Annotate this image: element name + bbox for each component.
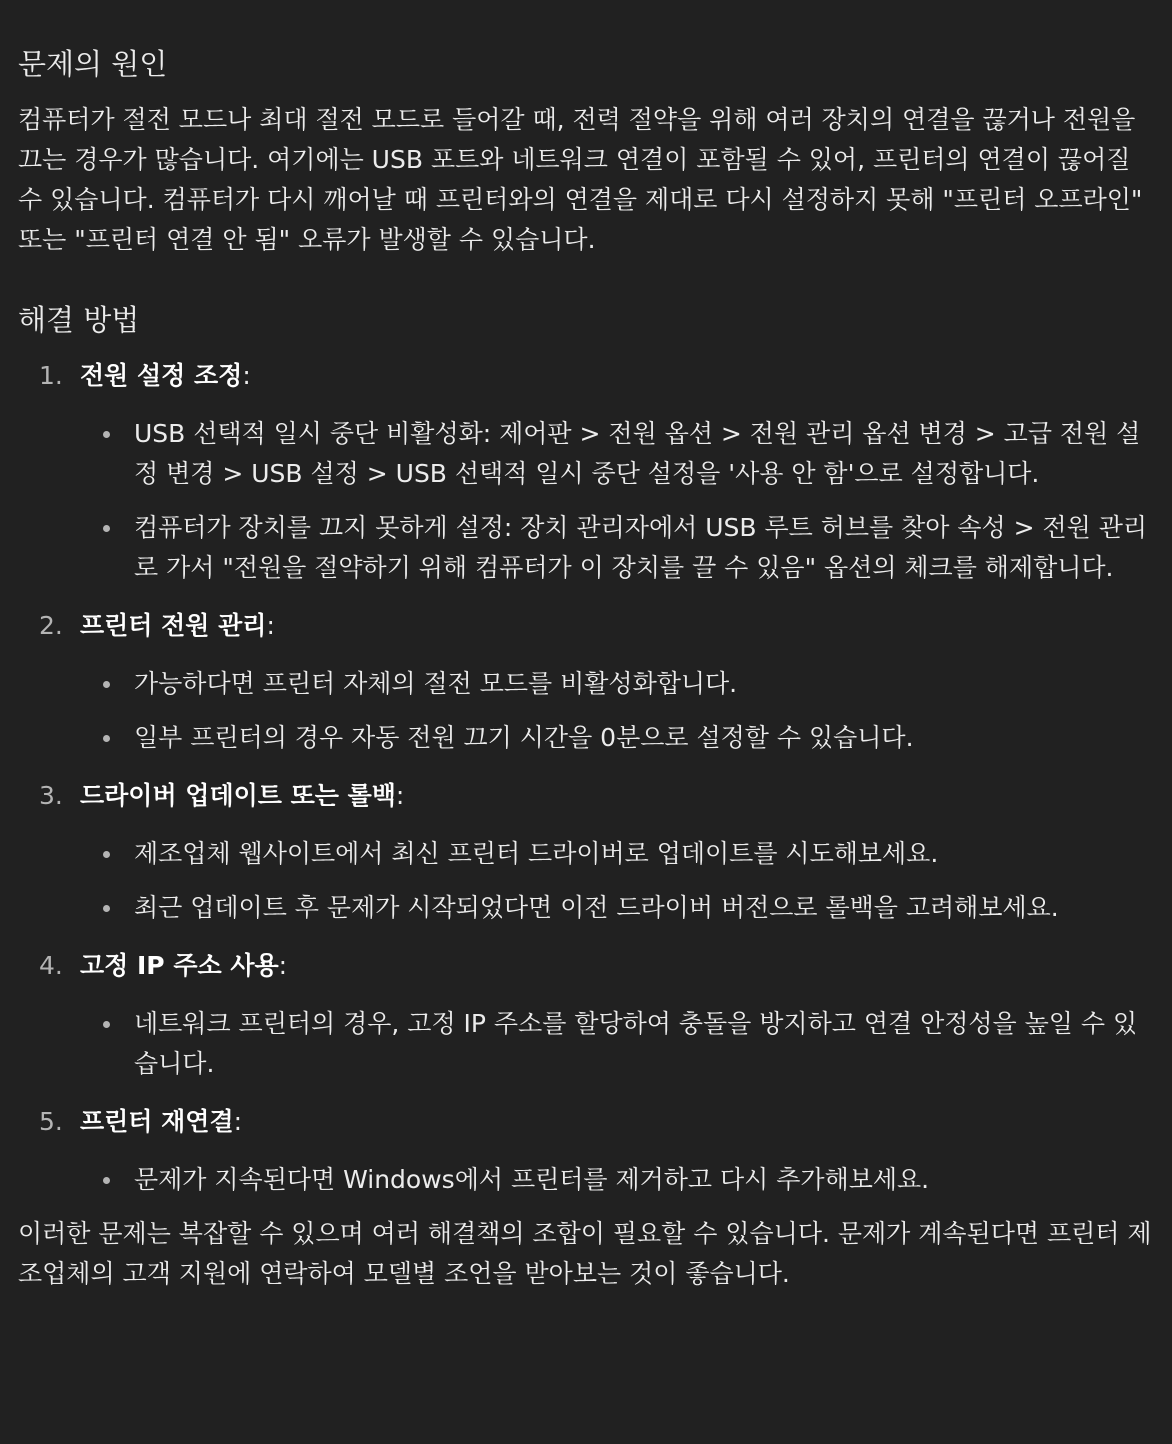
- step-item: [18, 1102, 1154, 1200]
- bullet-dot-icon: [103, 1021, 110, 1028]
- bullet-dot-icon: [103, 1177, 110, 1184]
- list-item: [80, 664, 1154, 704]
- bullet-text: 컴퓨터가 장치를 끄지 못하게 설정: 장치 관리자에서 USB 루트 허브를 찾아 속성 > 전원 관리로 가서 "전원을 절약하기 위해 컴퓨터가 이 장치를 끌 수 있음" 옵션의 체크를 해제합니다.: [134, 513, 1148, 582]
- step-title-colon: :: [278, 951, 288, 980]
- step-item: [18, 356, 1154, 588]
- list-item: [80, 1160, 1154, 1200]
- step-title: 프린터 재연결: [80, 1107, 234, 1136]
- bullet-dot-icon: [103, 735, 110, 742]
- bullet-text: 제조업체 웹사이트에서 최신 프린터 드라이버로 업데이트를 시도해보세요.: [134, 839, 939, 868]
- step-number: 5.: [39, 1107, 63, 1136]
- cause-heading: 문제의 원인: [18, 47, 168, 81]
- step-title-colon: :: [266, 611, 275, 640]
- bullet-dot-icon: [103, 905, 110, 912]
- bullet-text: 일부 프린터의 경우 자동 전원 끄기 시간을 0분으로 설정할 수 있습니다.: [134, 723, 914, 752]
- bullet-text: USB 선택적 일시 중단 비활성화: 제어판 > 전원 옵션 > 전원 관리 옵션 변경 > 고급 전원 설정 변경 > USB 설정 > USB 선택적 일시 중단 설정을 '사용 안 함'으로 설정합니다.: [134, 419, 1141, 488]
- step-item: [18, 606, 1154, 758]
- step-title-colon: :: [395, 781, 405, 810]
- step-number: 1.: [39, 361, 63, 390]
- bullet-dot-icon: [103, 525, 110, 532]
- step-number: 2.: [39, 611, 63, 640]
- solution-steps-list: [18, 356, 1154, 1200]
- list-item: [80, 888, 1154, 928]
- bullet-dot-icon: [103, 851, 110, 858]
- bullet-text: 가능하다면 프린터 자체의 절전 모드를 비활성화합니다.: [134, 669, 738, 698]
- bullet-dot-icon: [103, 431, 110, 438]
- step-item: [18, 776, 1154, 928]
- list-item: [80, 834, 1154, 874]
- cause-paragraph: 컴퓨터가 절전 모드나 최대 절전 모드로 들어갈 때, 전력 절약을 위해 여러 장치의 연결을 끊거나 전원을 끄는 경우가 많습니다. 여기에는 USB 포트와 네트워크 연결이 포함될 수 있어, 프린터의 연결이 끊어질 수 있습니다. 컴퓨터가 다시 깨어날 때 프린터와의 연결을 제대로 다시 설정하지 못해 "프린터 오프라인" 또는 "프린터 연결 안 됨" 오류가 발생할 수 있습니다.: [18, 105, 1143, 254]
- list-item: [80, 718, 1154, 758]
- solution-heading: 해결 방법: [18, 303, 140, 337]
- step-item: [18, 946, 1154, 1084]
- step-title: 프린터 전원 관리: [80, 611, 267, 640]
- step-title: 고정 IP 주소 사용: [80, 951, 279, 980]
- bullet-text: 최근 업데이트 후 문제가 시작되었다면 이전 드라이버 버전으로 롤백을 고려해보세요.: [134, 893, 1059, 922]
- closing-paragraph: 이러한 문제는 복잡할 수 있으며 여러 해결책의 조합이 필요할 수 있습니다. 문제가 계속된다면 프린터 제조업체의 고객 지원에 연락하여 모델별 조언을 받아보는 것이 좋습니다.: [18, 1219, 1152, 1288]
- step-title: 전원 설정 조정: [80, 361, 243, 390]
- list-item: [80, 414, 1154, 494]
- step-title: 드라이버 업데이트 또는 롤백: [80, 781, 396, 810]
- list-item: [80, 1004, 1154, 1084]
- step-number: 4.: [39, 951, 63, 980]
- bullet-text: 문제가 지속된다면 Windows에서 프린터를 제거하고 다시 추가해보세요.: [134, 1165, 930, 1194]
- bullet-dot-icon: [103, 681, 110, 688]
- step-title-colon: :: [233, 1107, 243, 1136]
- step-title-colon: :: [242, 361, 251, 390]
- bullet-text: 네트워크 프린터의 경우, 고정 IP 주소를 할당하여 충돌을 방지하고 연결 안정성을 높일 수 있습니다.: [134, 1009, 1138, 1078]
- step-number: 3.: [39, 781, 63, 810]
- list-item: [80, 508, 1154, 588]
